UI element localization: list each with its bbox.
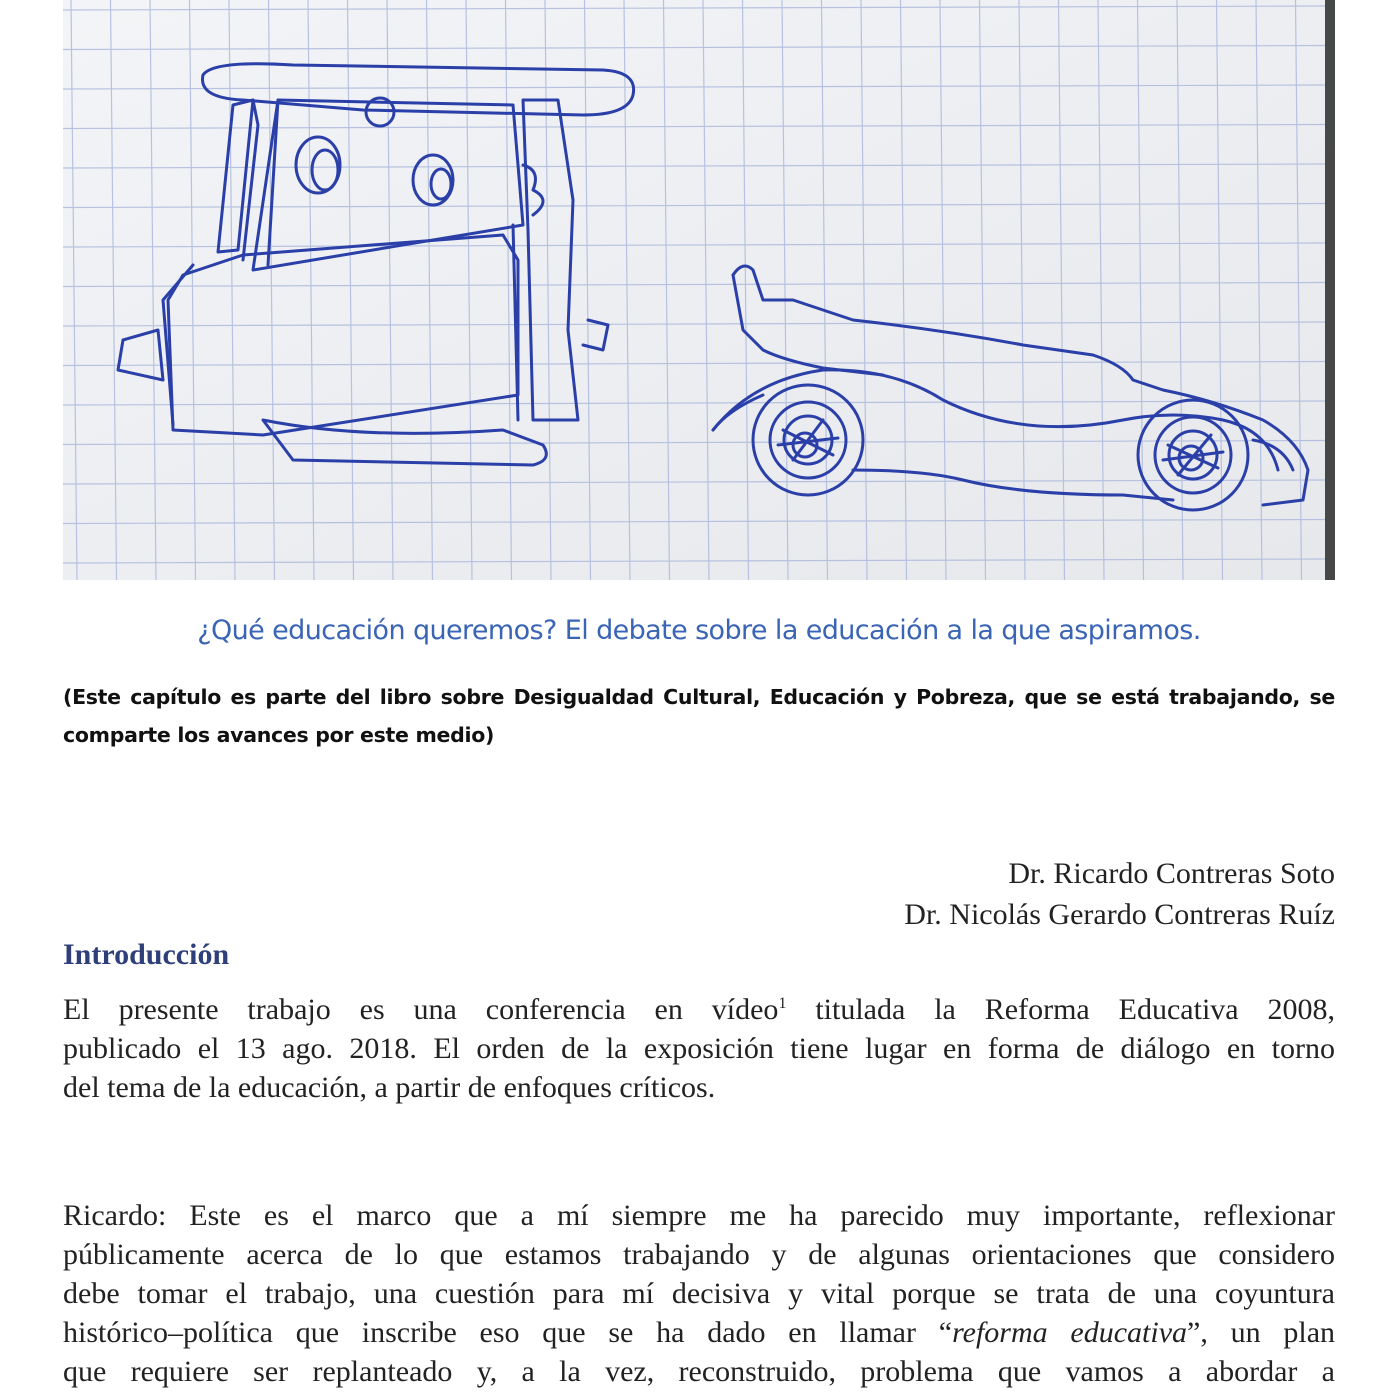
text-line: histórico–política que inscribe eso que se ha dado en llamar “reforma educativa”, un plan — [63, 1316, 1336, 1349]
chapter-title: ¿Qué educación queremos? El debate sobre la educación a la que aspiramos. — [197, 615, 1201, 646]
text-line: publicado el 13 ago. 2018. El orden de la exposición tiene lugar en forma de diálogo en torno — [63, 1032, 1335, 1065]
dialogue-paragraph — [63, 1196, 1335, 1391]
child-drawing-bus-and-car-icon — [63, 0, 1335, 580]
author-list — [904, 853, 1335, 935]
hero-drawing — [63, 0, 1335, 580]
author-name: Dr. Ricardo Contreras Soto — [1008, 857, 1335, 890]
footnote-mark[interactable]: 1 — [778, 995, 787, 1012]
text-line: Ricardo: Este es el marco que a mí siempre me ha parecido muy importante, reflexionar — [63, 1199, 1335, 1232]
text-line: El presente trabajo es una conferencia en vídeo$^1$ titulada la Reforma Educativa 2008, — [63, 993, 1336, 1026]
text-line: que requiere ser replanteado y, a la vez, reconstruido, problema que vamos a abordar a — [63, 1355, 1335, 1388]
section-heading: Introducción — [63, 938, 230, 971]
chapter-subtitle: (Este capítulo es parte del libro sobre Desigualdad Cultural, Educación y Pobreza, que se está trabajando, se comparte los avances por este medio) — [63, 685, 1335, 747]
text-line: debe tomar el trabajo, una cuestión para mí decisiva y vital porque se trata de una coyuntura — [63, 1277, 1335, 1310]
text-line: públicamente acerca de lo que estamos trabajando y de algunas orientaciones que considero — [63, 1238, 1335, 1271]
text-line: del tema de la educación, a partir de enfoques críticos. — [63, 1071, 716, 1104]
author-name: Dr. Nicolás Gerardo Contreras Ruíz — [904, 898, 1335, 931]
intro-paragraph — [63, 990, 1335, 1107]
